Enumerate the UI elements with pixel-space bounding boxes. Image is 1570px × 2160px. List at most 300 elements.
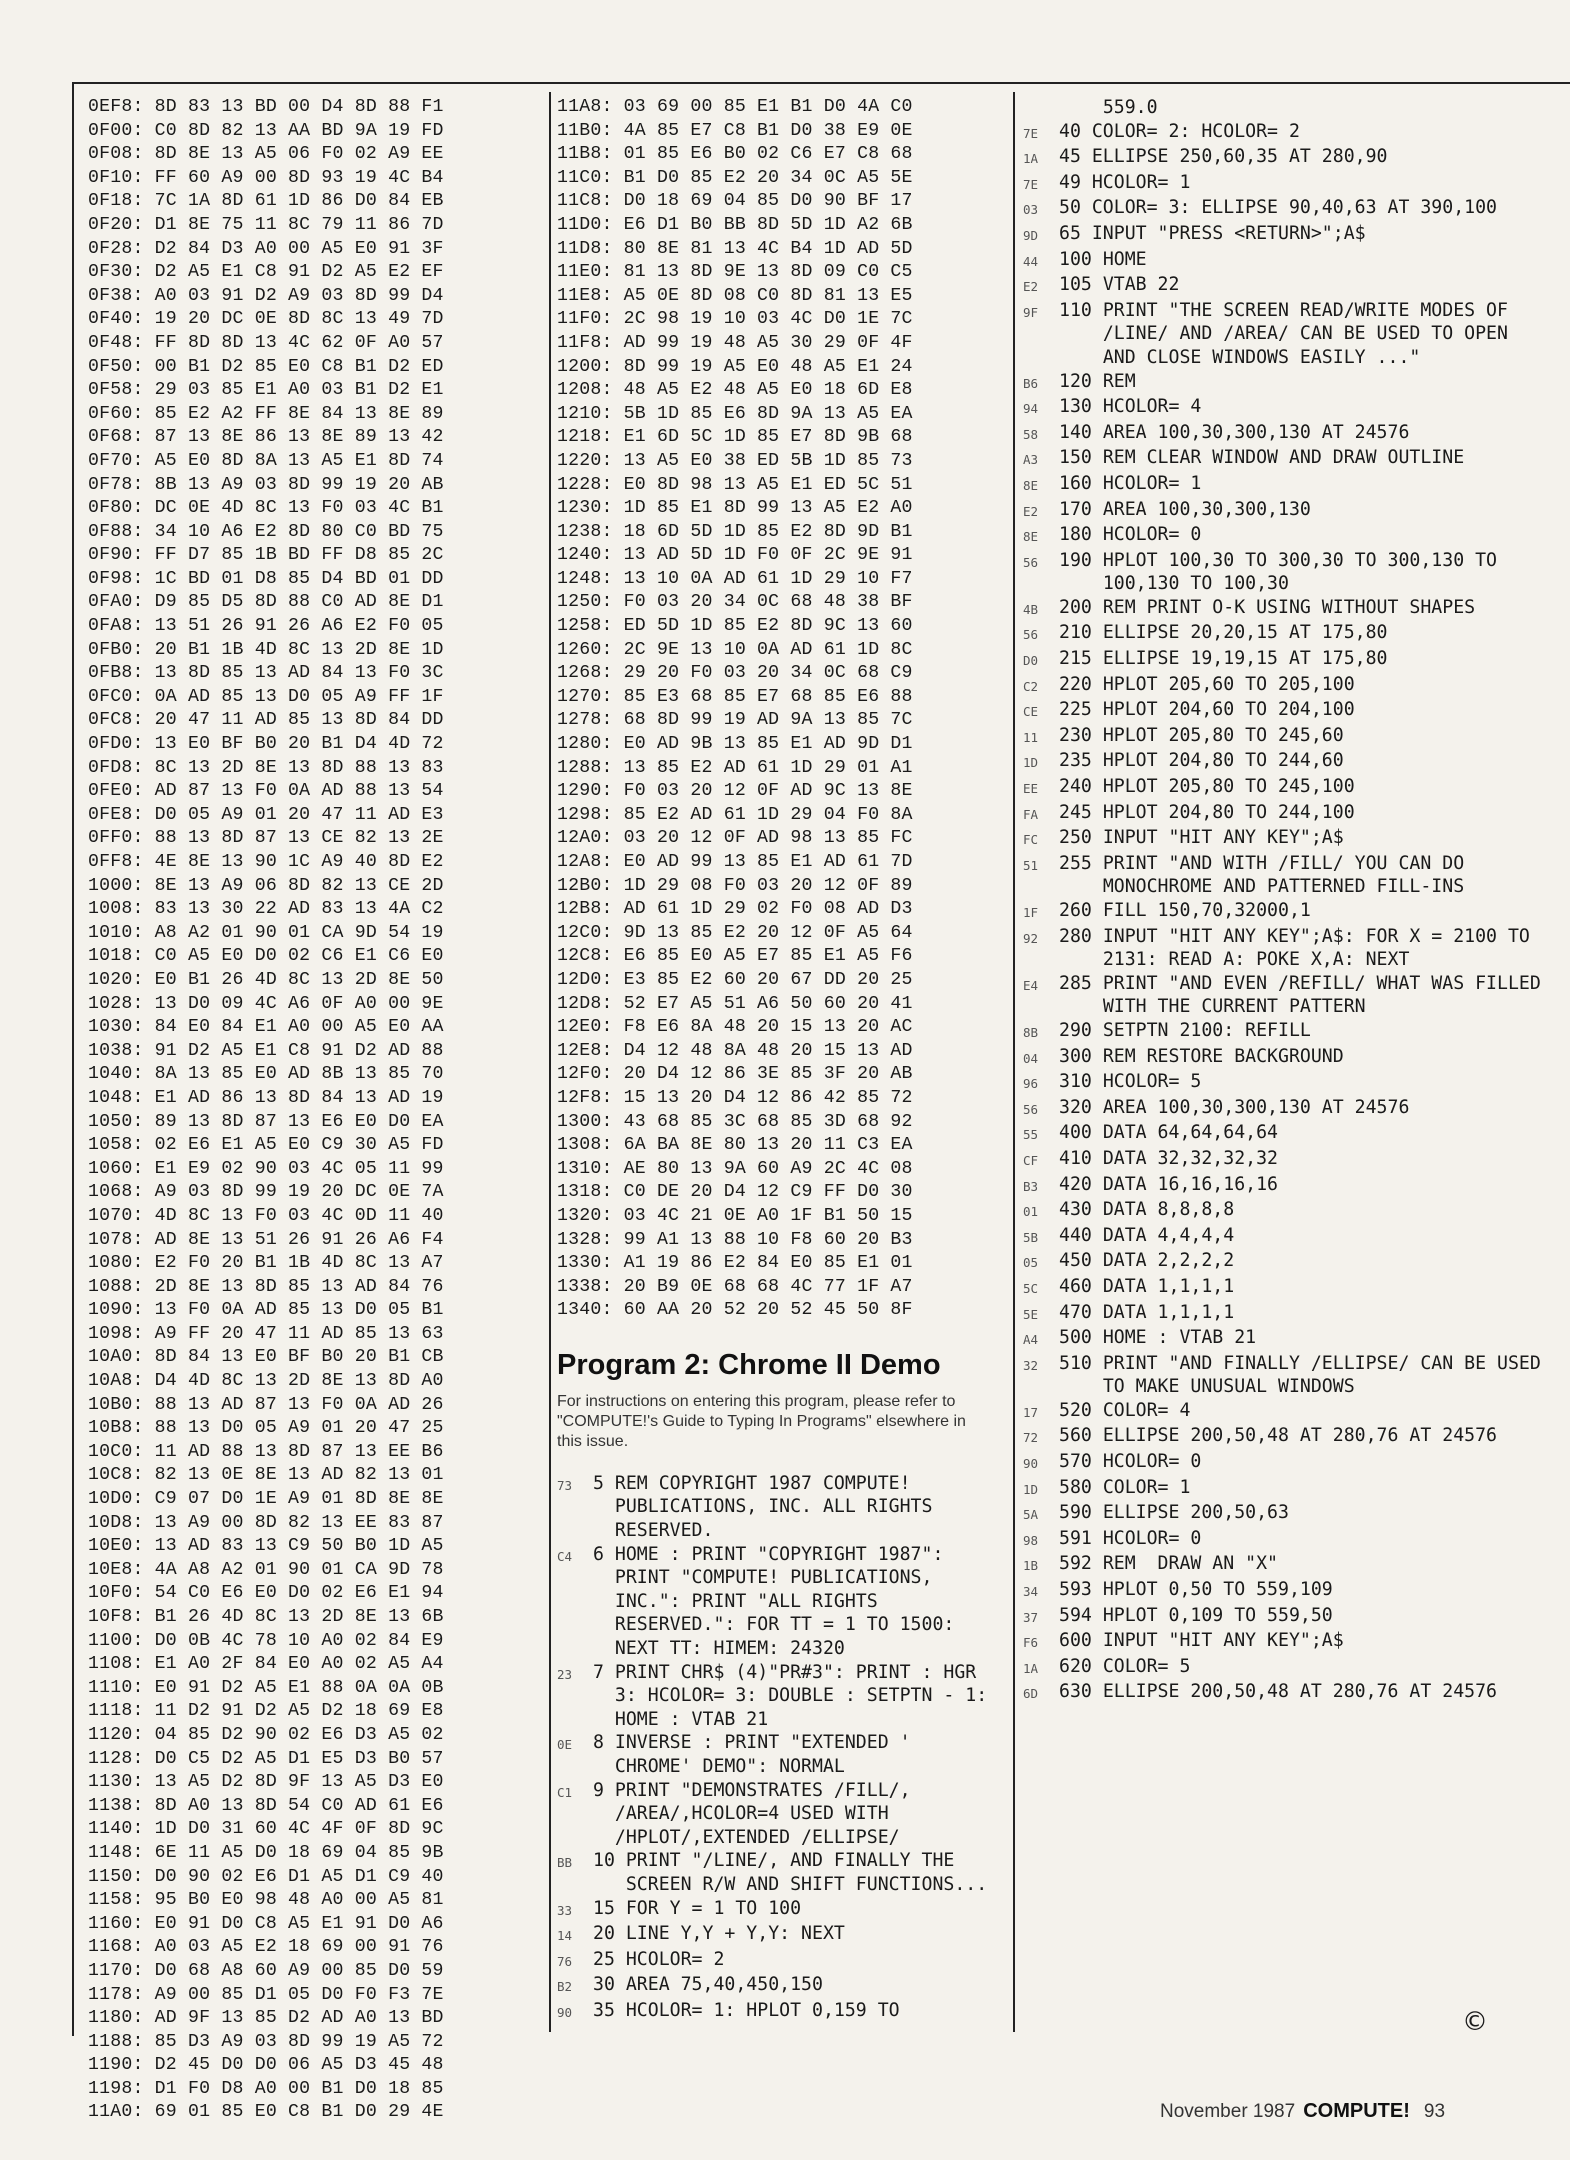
hex-line: 0F98: 1C BD 01 D8 85 D4 BD 01 DD	[88, 568, 444, 589]
basic-line	[557, 1973, 997, 1999]
checksum: E2	[1023, 503, 1039, 519]
line-number: 290	[1059, 1019, 1103, 1041]
line-number: 49	[1059, 171, 1092, 193]
hex-line: 0F90: FF D7 85 1B BD FF D8 85 2C	[88, 545, 444, 566]
line-code: PRINT CHR$ (4)"PR#3": PRINT : HGR 3: HCOLOR= 3: DOUBLE : SETPTN - 1: HOME : VTAB 21	[614, 1661, 999, 1730]
checksum: 5E	[1023, 1306, 1039, 1322]
hex-line: 1320: 03 4C 21 0E A0 1F B1 50 15	[557, 1205, 913, 1226]
basic-line	[557, 1779, 997, 1850]
line-code: HCOLOR= 1	[1102, 472, 1202, 494]
column-divider-2	[1013, 92, 1015, 2032]
basic-listing-2	[1023, 96, 1552, 1706]
basic-line	[1023, 498, 1541, 524]
line-code: REM COPYRIGHT 1987 COMPUTE! PUBLICATIONS, INC. ALL RIGHTS RESERVED.	[614, 1472, 944, 1542]
checksum: 56	[1023, 1101, 1039, 1117]
basic-line	[1023, 1655, 1541, 1681]
line-number: 20	[593, 1923, 626, 1945]
hex-line: 1110: E0 91 D2 A5 E1 88 0A 0A 0B	[88, 1677, 444, 1698]
line-code: 559.0	[1102, 97, 1158, 118]
hex-line: 11F8: AD 99 19 48 A5 30 29 0F 4F	[557, 332, 913, 353]
line-number: 6	[593, 1543, 615, 1565]
line-code: PRINT "THE SCREEN READ/WRITE MODES OF /LINE/ AND /AREA/ CAN BE USED TO OPEN AND CLOSE WINDOWS EASILY ..."	[1102, 299, 1519, 368]
hex-line: 11A8: 03 69 00 85 E1 B1 D0 4A C0	[557, 97, 913, 117]
basic-line	[1023, 421, 1541, 447]
checksum: 1D	[1023, 1481, 1039, 1497]
checksum: 96	[1023, 1076, 1039, 1092]
basic-line	[557, 1472, 997, 1543]
line-code: AREA 75,40,450,150	[625, 1974, 823, 1996]
hex-line: 10B8: 88 13 D0 05 A9 01 20 47 25	[88, 1418, 444, 1439]
checksum: 98	[1023, 1532, 1039, 1548]
line-number: 50	[1059, 197, 1092, 219]
hex-line: 1008: 83 13 30 22 AD 83 13 4A C2	[88, 899, 444, 920]
line-code: HCOLOR= 2	[625, 1948, 725, 1970]
basic-line	[1023, 120, 1541, 146]
line-code: PRINT "AND WITH /FILL/ YOU CAN DO MONOCHROME AND PATTERNED FILL-INS	[1102, 852, 1476, 898]
hex-line: 0FB8: 13 8D 85 13 AD 84 13 F0 3C	[88, 663, 444, 684]
hex-line: 12A8: E0 AD 99 13 85 E1 AD 61 7D	[557, 852, 913, 872]
checksum: 14	[557, 1928, 573, 1944]
hex-line: 0FC0: 0A AD 85 13 D0 05 A9 FF 1F	[88, 686, 444, 707]
checksum: 7E	[1023, 176, 1039, 192]
hex-line: 10F8: B1 26 4D 8C 13 2D 8E 13 6B	[88, 1607, 444, 1627]
hex-line: 1260: 2C 9E 13 10 0A AD 61 1D 8C	[557, 639, 913, 660]
basic-line	[1023, 1399, 1541, 1425]
line-number: 450	[1059, 1250, 1103, 1272]
checksum: C1	[557, 1784, 573, 1800]
page-footer	[1160, 2100, 1540, 2123]
hex-line: 10E8: 4A A8 A2 01 90 01 CA 9D 78	[88, 1559, 444, 1580]
line-code: COLOR= 5	[1102, 1655, 1191, 1677]
checksum: 58	[1023, 426, 1039, 442]
line-code: HCOLOR= 1	[1091, 171, 1191, 193]
line-number: 150	[1059, 447, 1103, 469]
program-2-title: Program 2: Chrome II Demo	[557, 1348, 941, 1381]
hex-dump-block-2	[557, 96, 997, 1323]
hex-line: 0F88: 34 10 A6 E2 8D 80 C0 BD 75	[88, 521, 444, 542]
hex-line: 12F8: 15 13 20 D4 12 86 42 85 72	[557, 1087, 913, 1108]
basic-line	[1023, 899, 1541, 925]
line-number: 10	[593, 1850, 626, 1872]
basic-line	[1023, 972, 1552, 1019]
basic-line	[557, 1999, 997, 2025]
hex-line: 1090: 13 F0 0A AD 85 13 D0 05 B1	[88, 1300, 444, 1321]
hex-line: 1148: 6E 11 A5 D0 18 69 04 85 9B	[88, 1842, 444, 1863]
line-code: HPLOT 204,80 TO 244,100	[1102, 801, 1355, 823]
checksum: 56	[1023, 627, 1039, 643]
line-code: HOME : VTAB 21	[1102, 1327, 1257, 1349]
hex-line: 12F0: 20 D4 12 86 3E 85 3F 20 AB	[557, 1064, 913, 1085]
checksum: 1A	[1023, 151, 1039, 167]
hex-line: 0F10: FF 60 A9 00 8D 93 19 4C B4	[88, 167, 444, 188]
checksum: 90	[1023, 1456, 1039, 1472]
line-code: ELLIPSE 200,50,48 AT 280,76 AT 24576	[1102, 1425, 1498, 1447]
checksum: 55	[1023, 1127, 1039, 1143]
basic-line	[1023, 596, 1541, 622]
line-number: 235	[1059, 750, 1103, 772]
line-number: 180	[1059, 524, 1103, 546]
hex-line: 0FC8: 20 47 11 AD 85 13 8D 84 DD	[88, 710, 444, 731]
line-number: 460	[1059, 1275, 1103, 1297]
checksum: 34	[1023, 1584, 1039, 1600]
line-number: 285	[1059, 972, 1103, 994]
hex-line: 0F28: D2 84 D3 A0 00 A5 E0 91 3F	[88, 238, 444, 259]
line-code: HOME : PRINT "COPYRIGHT 1987": PRINT "COMPUTE! PUBLICATIONS, INC.": PRINT "ALL RIGHTS RESERVED.": FOR TT = 1 TO 1500: NEXT TT: HIMEM: 24320	[614, 1543, 966, 1660]
line-code: ELLIPSE 250,60,35 AT 280,90	[1091, 146, 1388, 168]
line-code: AREA 100,30,300,130 AT 24576	[1102, 1096, 1410, 1118]
line-number: 255	[1059, 852, 1103, 874]
line-number: 120	[1059, 370, 1103, 392]
line-number: 130	[1059, 396, 1103, 418]
hex-line: 11C0: B1 D0 85 E2 20 34 0C A5 5E	[557, 167, 913, 188]
line-code: ELLIPSE 200,50,48 AT 280,76 AT 24576	[1102, 1681, 1498, 1703]
hex-line: 0FE8: D0 05 A9 01 20 47 11 AD E3	[88, 804, 444, 825]
checksum: 37	[1023, 1609, 1039, 1625]
basic-line	[1023, 775, 1541, 801]
hex-line: 12A0: 03 20 12 0F AD 98 13 85 FC	[557, 828, 913, 849]
hex-line: 1030: 84 E0 84 E1 A0 00 A5 E0 AA	[88, 1017, 444, 1038]
checksum: 9D	[1023, 227, 1039, 243]
line-code: COLOR= 4	[1102, 1399, 1191, 1421]
hex-line: 10B0: 88 13 AD 87 13 F0 0A AD 26	[88, 1394, 444, 1415]
hex-line: 10D0: C9 07 D0 1E A9 01 8D 8E 8E	[88, 1489, 444, 1510]
checksum: F6	[1023, 1635, 1039, 1651]
line-number: 110	[1059, 299, 1103, 321]
hex-line: 1318: C0 DE 20 D4 12 C9 FF D0 30	[557, 1182, 913, 1203]
hex-line: 10A8: D4 4D 8C 13 2D 8E 13 8D A0	[88, 1371, 444, 1392]
hex-line: 1070: 4D 8C 13 F0 03 4C 0D 11 40	[88, 1205, 444, 1226]
line-number: 594	[1059, 1604, 1103, 1626]
basic-line	[1023, 1121, 1541, 1147]
checksum: 01	[1023, 1204, 1039, 1220]
hex-line: 1138: 8D A0 13 8D 54 C0 AD 61 E6	[88, 1795, 444, 1816]
checksum: 44	[1023, 253, 1039, 269]
basic-line	[1023, 248, 1541, 274]
basic-line	[1023, 1173, 1541, 1199]
line-number: 240	[1059, 776, 1103, 798]
line-code: HPLOT 205,80 TO 245,60	[1102, 724, 1344, 746]
basic-line	[1023, 1301, 1541, 1327]
basic-line	[1023, 1326, 1541, 1352]
line-number: 580	[1059, 1476, 1103, 1498]
checksum: 9F	[1023, 304, 1039, 320]
line-code: HCOLOR= 0	[1102, 1451, 1202, 1473]
line-number: 410	[1059, 1147, 1103, 1169]
hex-line: 10E0: 13 AD 83 13 C9 50 B0 1D A5	[88, 1536, 444, 1557]
hex-line: 1328: 99 A1 13 88 10 F8 60 20 B3	[557, 1229, 913, 1250]
basic-line	[1023, 698, 1541, 724]
hex-line: 11E0: 81 13 8D 9E 13 8D 09 C0 C5	[557, 262, 913, 283]
hex-line: 0FA8: 13 51 26 91 26 A6 E2 F0 05	[88, 616, 444, 637]
checksum: 72	[1023, 1430, 1039, 1446]
basic-line	[1023, 222, 1541, 248]
checksum: C2	[1023, 678, 1039, 694]
basic-line	[1023, 1249, 1541, 1275]
hex-line: 1058: 02 E6 E1 A5 E0 C9 30 A5 FD	[88, 1135, 444, 1156]
hex-line: 1298: 85 E2 AD 61 1D 29 04 F0 8A	[557, 804, 913, 825]
checksum: FA	[1023, 806, 1039, 822]
checksum	[1023, 96, 1059, 120]
line-code: HCOLOR= 4	[1102, 396, 1202, 418]
line-number: 190	[1059, 549, 1103, 571]
basic-line	[1023, 826, 1541, 852]
line-code: DATA 4,4,4,4	[1102, 1224, 1235, 1246]
checksum: 4B	[1023, 601, 1039, 617]
line-code: COLOR= 3: ELLIPSE 90,40,63 AT 390,100	[1091, 197, 1498, 219]
line-number: 420	[1059, 1173, 1103, 1195]
line-code: HOME	[1102, 248, 1147, 270]
basic-line	[557, 1543, 997, 1661]
hex-line: 0F00: C0 8D 82 13 AA BD 9A 19 FD	[88, 120, 444, 141]
line-code: HPLOT 204,80 TO 244,60	[1102, 750, 1344, 772]
checksum: 90	[557, 2004, 573, 2020]
hex-line: 0FA0: D9 85 D5 8D 88 C0 AD 8E D1	[88, 592, 444, 613]
line-number: 250	[1059, 827, 1103, 849]
line-code: HCOLOR= 0	[1102, 1527, 1202, 1549]
line-code: DATA 64,64,64,64	[1102, 1122, 1279, 1144]
line-code: DATA 8,8,8,8	[1102, 1199, 1235, 1221]
basic-line	[1023, 370, 1541, 396]
line-number: 320	[1059, 1096, 1103, 1118]
basic-line	[557, 1948, 997, 1974]
checksum: 6D	[1023, 1686, 1039, 1702]
line-number: 230	[1059, 724, 1103, 746]
basic-line	[1023, 647, 1541, 673]
hex-line: 1288: 13 85 E2 AD 61 1D 29 01 A1	[557, 757, 913, 778]
hex-line: 12C8: E6 85 E0 A5 E7 85 E1 A5 F6	[557, 946, 913, 967]
hex-line: 0F20: D1 8E 75 11 8C 79 11 86 7D	[88, 214, 444, 235]
line-number: 260	[1059, 900, 1103, 921]
basic-line	[1023, 145, 1541, 171]
line-number	[1059, 96, 1103, 120]
line-code: HPLOT 205,60 TO 205,100	[1102, 673, 1355, 695]
basic-line	[1023, 1680, 1541, 1706]
checksum: 8E	[1023, 477, 1039, 493]
line-number: 160	[1059, 472, 1103, 494]
hex-line: 0F08: 8D 8E 13 A5 06 F0 02 A9 EE	[88, 144, 444, 165]
basic-line	[1023, 1019, 1541, 1045]
line-number: 440	[1059, 1224, 1103, 1246]
checksum: 7E	[1023, 125, 1039, 141]
hex-line: 0FF8: 4E 8E 13 90 1C A9 40 8D E2	[88, 852, 444, 872]
hex-line: 1190: D2 45 D0 D0 06 A5 D3 45 48	[88, 2055, 444, 2076]
line-code: HPLOT 205,80 TO 245,100	[1102, 776, 1355, 798]
line-number: 560	[1059, 1425, 1103, 1447]
checksum: E4	[1023, 977, 1039, 993]
hex-line: 0FB0: 20 B1 1B 4D 8C 13 2D 8E 1D	[88, 639, 444, 660]
line-code: DATA 1,1,1,1	[1102, 1275, 1235, 1297]
basic-line	[1023, 1070, 1541, 1096]
basic-line	[1023, 1424, 1541, 1450]
checksum: B6	[1023, 375, 1039, 391]
hex-line: 1048: E1 AD 86 13 8D 84 13 AD 19	[88, 1087, 444, 1108]
line-code: ELLIPSE 20,20,15 AT 175,80	[1102, 622, 1388, 644]
checksum: 92	[1023, 930, 1039, 946]
hex-line: 1290: F0 03 20 12 0F AD 9C 13 8E	[557, 781, 913, 802]
hex-line: 1178: A9 00 85 D1 05 D0 F0 F3 7E	[88, 1984, 444, 2005]
line-code: INVERSE : PRINT "EXTENDED ' CHROME' DEMO": NORMAL	[614, 1732, 922, 1777]
hex-line: 12C0: 9D 13 85 E2 20 12 0F A5 64	[557, 922, 913, 943]
hex-line: 1248: 13 10 0A AD 61 1D 29 10 F7	[557, 568, 913, 589]
line-code: HPLOT 100,30 TO 300,30 TO 300,130 TO 100,130 TO 100,30	[1102, 549, 1508, 595]
basic-line	[1023, 1501, 1541, 1527]
checksum: 1B	[1023, 1558, 1039, 1574]
listing-column-3	[1023, 96, 1552, 1706]
checksum: 94	[1023, 401, 1039, 417]
line-number: 220	[1059, 673, 1103, 695]
hex-line: 10C8: 82 13 0E 8E 13 AD 82 13 01	[88, 1465, 444, 1486]
hex-line: 1270: 85 E3 68 85 E7 68 85 E6 88	[557, 686, 913, 707]
basic-line	[1023, 1147, 1541, 1173]
basic-line	[1023, 273, 1541, 299]
checksum: 1D	[1023, 755, 1039, 771]
hex-line: 1028: 13 D0 09 4C A6 0F A0 00 9E	[88, 993, 444, 1014]
basic-line	[1023, 925, 1541, 972]
hex-line: 1310: AE 80 13 9A 60 A9 2C 4C 08	[557, 1158, 913, 1179]
hex-line: 1108: E1 A0 2F 84 E0 A0 02 A5 A4	[88, 1654, 444, 1675]
basic-line	[1023, 1198, 1541, 1224]
hex-line: 11A0: 69 01 85 E0 C8 B1 D0 29 4E	[88, 2102, 444, 2123]
hex-line: 1130: 13 A5 D2 8D 9F 13 A5 D3 E0	[88, 1772, 444, 1793]
hex-line: 0FD8: 8C 13 2D 8E 13 8D 88 13 83	[88, 757, 444, 778]
line-code: ELLIPSE 19,19,15 AT 175,80	[1102, 648, 1388, 670]
line-code: COLOR= 1	[1102, 1476, 1191, 1498]
checksum: A4	[1023, 1332, 1039, 1348]
basic-line	[1023, 446, 1541, 472]
basic-line	[1023, 96, 1541, 120]
hex-line: 1280: E0 AD 9B 13 85 E1 AD 9D D1	[557, 734, 913, 755]
line-code: REM PRINT O-K USING WITHOUT SHAPES	[1102, 596, 1476, 618]
hex-line: 1338: 20 B9 0E 68 68 4C 77 1F A7	[557, 1276, 913, 1297]
hex-line: 12E0: F8 E6 8A 48 20 15 13 20 AC	[557, 1017, 913, 1038]
hex-line: 1340: 60 AA 20 52 20 52 45 50 8F	[557, 1300, 913, 1321]
line-code: SETPTN 2100: REFILL	[1102, 1019, 1311, 1041]
line-code: COLOR= 2: HCOLOR= 2	[1091, 120, 1300, 142]
checksum: 33	[557, 1902, 573, 1918]
basic-line	[1023, 801, 1541, 827]
hex-listing-column-1	[88, 96, 546, 2125]
basic-listing-1	[557, 1472, 997, 2025]
hex-line: 11B8: 01 85 E6 B0 02 C6 E7 C8 68	[557, 144, 913, 165]
line-number: 630	[1059, 1681, 1103, 1703]
hex-line: 1150: D0 90 02 E6 D1 A5 D1 C9 40	[88, 1866, 444, 1887]
hex-line: 1210: 5B 1D 85 E6 8D 9A 13 A5 EA	[557, 403, 913, 424]
hex-line: 11E8: A5 0E 8D 08 C0 8D 81 13 E5	[557, 285, 913, 306]
hex-line: 1080: E2 F0 20 B1 1B 4D 8C 13 A7	[88, 1253, 444, 1274]
checksum: 17	[1023, 1404, 1039, 1420]
line-number: 225	[1059, 699, 1103, 721]
hex-line: 1100: D0 0B 4C 78 10 A0 02 84 E9	[88, 1630, 444, 1651]
hex-line: 1078: AD 8E 13 51 26 91 26 A6 F4	[88, 1229, 444, 1250]
basic-line	[1023, 1476, 1541, 1502]
checksum: 32	[1023, 1357, 1039, 1373]
hex-line: 12B8: AD 61 1D 29 02 F0 08 AD D3	[557, 899, 913, 920]
line-code: INPUT "HIT ANY KEY";A$	[1102, 1630, 1344, 1652]
basic-line	[1023, 196, 1541, 222]
basic-line	[1023, 1450, 1541, 1476]
basic-line	[557, 1661, 997, 1732]
hex-line: 1158: 95 B0 E0 98 48 A0 00 A5 81	[88, 1890, 444, 1911]
hex-line: 1018: C0 A5 E0 D0 02 C6 E1 C6 E0	[88, 946, 444, 967]
line-number: 280	[1059, 925, 1103, 947]
checksum: C4	[557, 1548, 573, 1564]
hex-line: 1308: 6A BA 8E 80 13 20 11 C3 EA	[557, 1135, 913, 1156]
line-code: PRINT "AND EVEN /REFILL/ WHAT WAS FILLED WITH THE CURRENT PATTERN	[1102, 972, 1552, 1018]
checksum: 8E	[1023, 529, 1039, 545]
line-code: FILL 150,70,32000,1	[1102, 900, 1311, 921]
checksum: B2	[557, 1979, 573, 1995]
hex-line: 1098: A9 FF 20 47 11 AD 85 13 63	[88, 1323, 444, 1344]
hex-line: 1118: 11 D2 91 D2 A5 D2 18 69 E8	[88, 1701, 444, 1722]
checksum: BB	[557, 1855, 573, 1871]
hex-line: 0F60: 85 E2 A2 FF 8E 84 13 8E 89	[88, 403, 444, 424]
line-code: DATA 2,2,2,2	[1102, 1250, 1235, 1272]
hex-line: 0FD0: 13 E0 BF B0 20 B1 D4 4D 72	[88, 734, 444, 755]
line-code: REM DRAW AN "X"	[1102, 1553, 1279, 1575]
line-number: 65	[1059, 222, 1092, 244]
hex-line: 1250: F0 03 20 34 0C 68 48 38 BF	[557, 592, 913, 613]
line-code: DATA 32,32,32,32	[1102, 1147, 1279, 1169]
issue-date: November 1987	[1160, 2101, 1296, 2122]
hex-line: 0FE0: AD 87 13 F0 0A AD 88 13 54	[88, 781, 444, 802]
hex-line: 1060: E1 E9 02 90 03 4C 05 11 99	[88, 1158, 444, 1179]
hex-line: 0F70: A5 E0 8D 8A 13 A5 E1 8D 74	[88, 450, 444, 471]
checksum: A3	[1023, 452, 1039, 468]
line-code: REM CLEAR WINDOW AND DRAW OUTLINE	[1102, 447, 1465, 469]
line-number: 310	[1059, 1071, 1103, 1093]
line-number: 500	[1059, 1327, 1103, 1349]
line-number: 7	[593, 1661, 615, 1683]
line-code: HPLOT 0,50 TO 559,109	[1102, 1579, 1333, 1601]
magazine-name: COMPUTE!	[1303, 2100, 1410, 2122]
line-number: 520	[1059, 1399, 1103, 1421]
checksum: 5C	[1023, 1280, 1039, 1296]
line-number: 45	[1059, 146, 1092, 168]
hex-line: 0F80: DC 0E 4D 8C 13 F0 03 4C B1	[88, 498, 444, 519]
line-code: HCOLOR= 5	[1102, 1071, 1202, 1093]
checksum: 56	[1023, 554, 1039, 570]
line-code: PRINT "DEMONSTRATES /FILL/, /AREA/,HCOLOR=4 USED WITH /HPLOT/,EXTENDED /ELLIPSE/	[614, 1779, 922, 1848]
basic-line	[1023, 749, 1541, 775]
basic-line	[557, 1849, 997, 1896]
basic-line	[1023, 1629, 1541, 1655]
checksum: 23	[557, 1666, 573, 1682]
line-code: LINE Y,Y + Y,Y: NEXT	[625, 1923, 845, 1945]
line-number: 593	[1059, 1579, 1103, 1601]
hex-line: 1038: 91 D2 A5 E1 C8 91 D2 AD 88	[88, 1040, 444, 1061]
hex-line: 1128: D0 C5 D2 A5 D1 E5 D3 B0 57	[88, 1748, 444, 1769]
checksum: FC	[1023, 832, 1039, 848]
hex-line: 1198: D1 F0 D8 A0 00 B1 D0 18 85	[88, 2078, 444, 2099]
hex-line: 11F0: 2C 98 19 10 03 4C D0 1E 7C	[557, 309, 913, 330]
line-number: 9	[593, 1779, 615, 1801]
line-number: 25	[593, 1948, 626, 1970]
line-number: 300	[1059, 1045, 1103, 1067]
basic-line	[557, 1922, 997, 1948]
line-code: PRINT "AND FINALLY /ELLIPSE/ CAN BE USED TO MAKE UNUSUAL WINDOWS	[1102, 1352, 1552, 1398]
hex-line: 1010: A8 A2 01 90 01 CA 9D 54 19	[88, 922, 444, 943]
line-number: 30	[593, 1974, 626, 1996]
hex-line: 1120: 04 85 D2 90 02 E6 D3 A5 02	[88, 1724, 444, 1745]
program-2-intro: For instructions on entering this program, please refer to "COMPUTE!'s Guide to Typing In Programs" elsewhere in this issue.	[557, 1392, 966, 1450]
hex-line: 1068: A9 03 8D 99 19 20 DC 0E 7A	[88, 1182, 444, 1203]
line-code: DATA 16,16,16,16	[1102, 1173, 1279, 1195]
checksum: 05	[1023, 1255, 1039, 1271]
checksum: 5A	[1023, 1507, 1039, 1523]
line-number: 620	[1059, 1655, 1103, 1677]
line-number: 170	[1059, 498, 1103, 520]
hex-line: 1050: 89 13 8D 87 13 E6 E0 D0 EA	[88, 1111, 444, 1132]
